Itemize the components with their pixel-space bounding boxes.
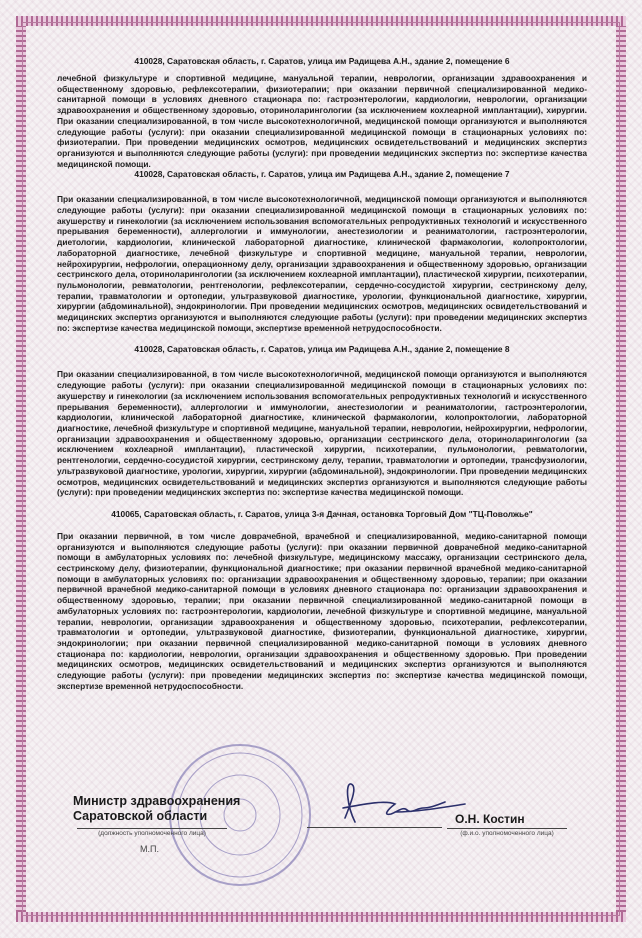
section-text: При оказании специализированной, в том числе высокотехнологичной, медицинской помощи организуются и выполняются следующие работы (услуги): при оказании специализированной медицинской помощи в стационарных условиях по: акушерству и гинекологии (за исключением использования вспомогательных репродуктивных технологий и искусственного прерывания беременности), аллергологии и иммунологии, анестезиологии и реаниматологии, гастроэнтерологии, диетологии, кардиологии, клинической лабораторной диагностике, клинической фармакологии, колопроктологии, лабораторной диагностике, лечебной физкультуре и спортивной медицине, мануальной терапии, неврологии, нейрохирургии, нефрологии, операционному делу, организации здравоохранения и общественному здоровью, организации сестринского дела, оториноларингологии (за исключением кохлеарной имплантации), пластической хирургии, психотерапии, пульмонологии, ревматологии, рентгенологии, рефлексотерапии, сердечно-сосудистой хирургии, сестринскому делу, терапии, травматологии и ортопедии, ультразвуковой диагностике, урологии, функциональной диагностике, хирургии, хирургии (абдоминальной), эндокринологии. При проведении медицинских осмотров, медицинских освидетельствований и медицинских экспертиз организуются и выполняются следующие работы (услуги): при проведении медицинских экспертиз по: экспертизе качества медицинской помощи, экспертизе временной нетрудоспособности. (57, 194, 587, 333)
section-address: 410028, Саратовская область, г. Саратов, улица им Радищева А.Н., здание 2, помещение 7 (134, 169, 510, 180)
signature-block (57, 790, 587, 880)
ministry-line: Саратовской области (73, 809, 208, 823)
signer-name: О.Н. Костин (455, 812, 525, 826)
position-caption: (должность уполномоченного лица) (77, 828, 227, 837)
section-address: 410028, Саратовская область, г. Саратов, улица им Радищева А.Н., здание 2, помещение 6 (134, 56, 510, 66)
section-text: При оказании первичной, в том числе доврачебной, врачебной и специализированной, медико-санитарной помощи организуются и выполняются следующие работы (услуги): при оказании первичной доврачебной медико-санитарной помощи в амбулаторных условиях по: лечебной физкультуре, медицинскому массажу, организации сестринского дела, сестринскому делу, физиотерапии, функциональной диагностике; при оказании первичной врачебной медико-санитарной помощи в амбулаторных условиях по: организации здравоохранения и общественному здоровью, терапии; при оказании первичной врачебной медико-санитарной помощи в условиях дневного стационара по: организации здравоохранения и общественному здоровью, терапии; при оказании первичной специализированной медико-санитарной помощи в амбулаторных условиях по: гастроэнтерологии, кардиологии, лечебной физкультуре и спортивной медицине, мануальной терапии, неврологии, организации здравоохранения и общественному здоровью, психотерапии, рефлексотерапии, травматологии и ортопедии, ультразвуковой диагностике, физиотерапии, функциональной диагностике, хирургии, эндокринологии; при оказании первичной специализированной медико-санитарной помощи в условиях дневного стационара по: кардиологии, неврологии, организации здравоохранения и общественному здоровью. При проведении медицинских осмотров, медицинских освидетельствований и медицинских экспертиз организуются и выполняются следующие работы (услуги): при проведении медицинских экспертиз по: экспертизе качества медицинской помощи, экспертизе временной нетрудоспособности. (57, 530, 587, 691)
ministry-title (73, 794, 240, 824)
handwritten-signature-icon (325, 778, 475, 833)
document-body (57, 56, 587, 691)
section-text: лечебной физкультуре и спортивной медицине, мануальной терапии, неврологии, организации здравоохранения и общественному здоровью, рефлексотерапии, физиотерапии; при оказании первичной специализированной медико-санитарной помощи в условиях дневного стационара по: гастроэнтерологии, кардиологии, неврологии, организации здравоохранения и общественному здоровью, оториноларингологии (за исключением кохлеарной имплантации), хирургии. При оказании специализированной, в том числе высокотехнологичной, медицинской помощи организуются и выполняются следующие работы (услуги): при оказании специализированной медицинской помощи в стационарных условиях по: физиотерапии. При проведении медицинских осмотров, медицинских освидетельствований и медицинских экспертиз организуются и выполняются следующие работы (услуги): при проведении медицинских экспертиз по: экспертизе качества медицинской помощи. (57, 73, 587, 169)
ministry-line: Министр здравоохранения (73, 794, 241, 808)
section-address: 410065, Саратовская область, г. Саратов, улица 3-я Дачная, остановка Торговый Дом "ТЦ-Поволжье" (111, 508, 533, 519)
section-text: При оказании специализированной, в том числе высокотехнологичной, медицинской помощи организуются и выполняются следующие работы (услуги): при оказании специализированной медицинской помощи в стационарных условиях по: акушерству и гинекологии (за исключением использования вспомогательных репродуктивных технологий и искусственного прерывания беременности), аллергологии и иммунологии, анестезиологии и реаниматологии, гастроэнтерологии, кардиологии, клинической лабораторной диагностике, клинической фармакологии, колопроктологии, лабораторной диагностике, лечебной физкультуре и спортивной медицине, мануальной терапии, неврологии, нейрохирургии, нефрологии, организации здравоохранения и общественному здоровью, организации сестринского дела, оториноларингологии (за исключением кохлеарной имплантации), пластической хирургии, психотерапии, пульмонологии, ревматологии, рентгенологии, сердечно-сосудистой хирургии, сестринскому делу, терапии, травматологии и ортопедии, трансфузиологии, ультразвуковой диагностике, урологии, хирургии, хирургии (абдоминальной), эндокринологии. При проведении медицинских осмотров, медицинских освидетельствований и медицинских экспертиз организуются и выполняются следующие работы (услуги): при проведении медицинских экспертиз по: экспертизе качества медицинской помощи. (57, 369, 587, 498)
name-caption: (ф.и.о. уполномоченного лица) (447, 828, 567, 837)
section-address: 410028, Саратовская область, г. Саратов, улица им Радищева А.Н., здание 2, помещение 8 (134, 344, 510, 355)
seal-label: М.П. (140, 844, 159, 854)
